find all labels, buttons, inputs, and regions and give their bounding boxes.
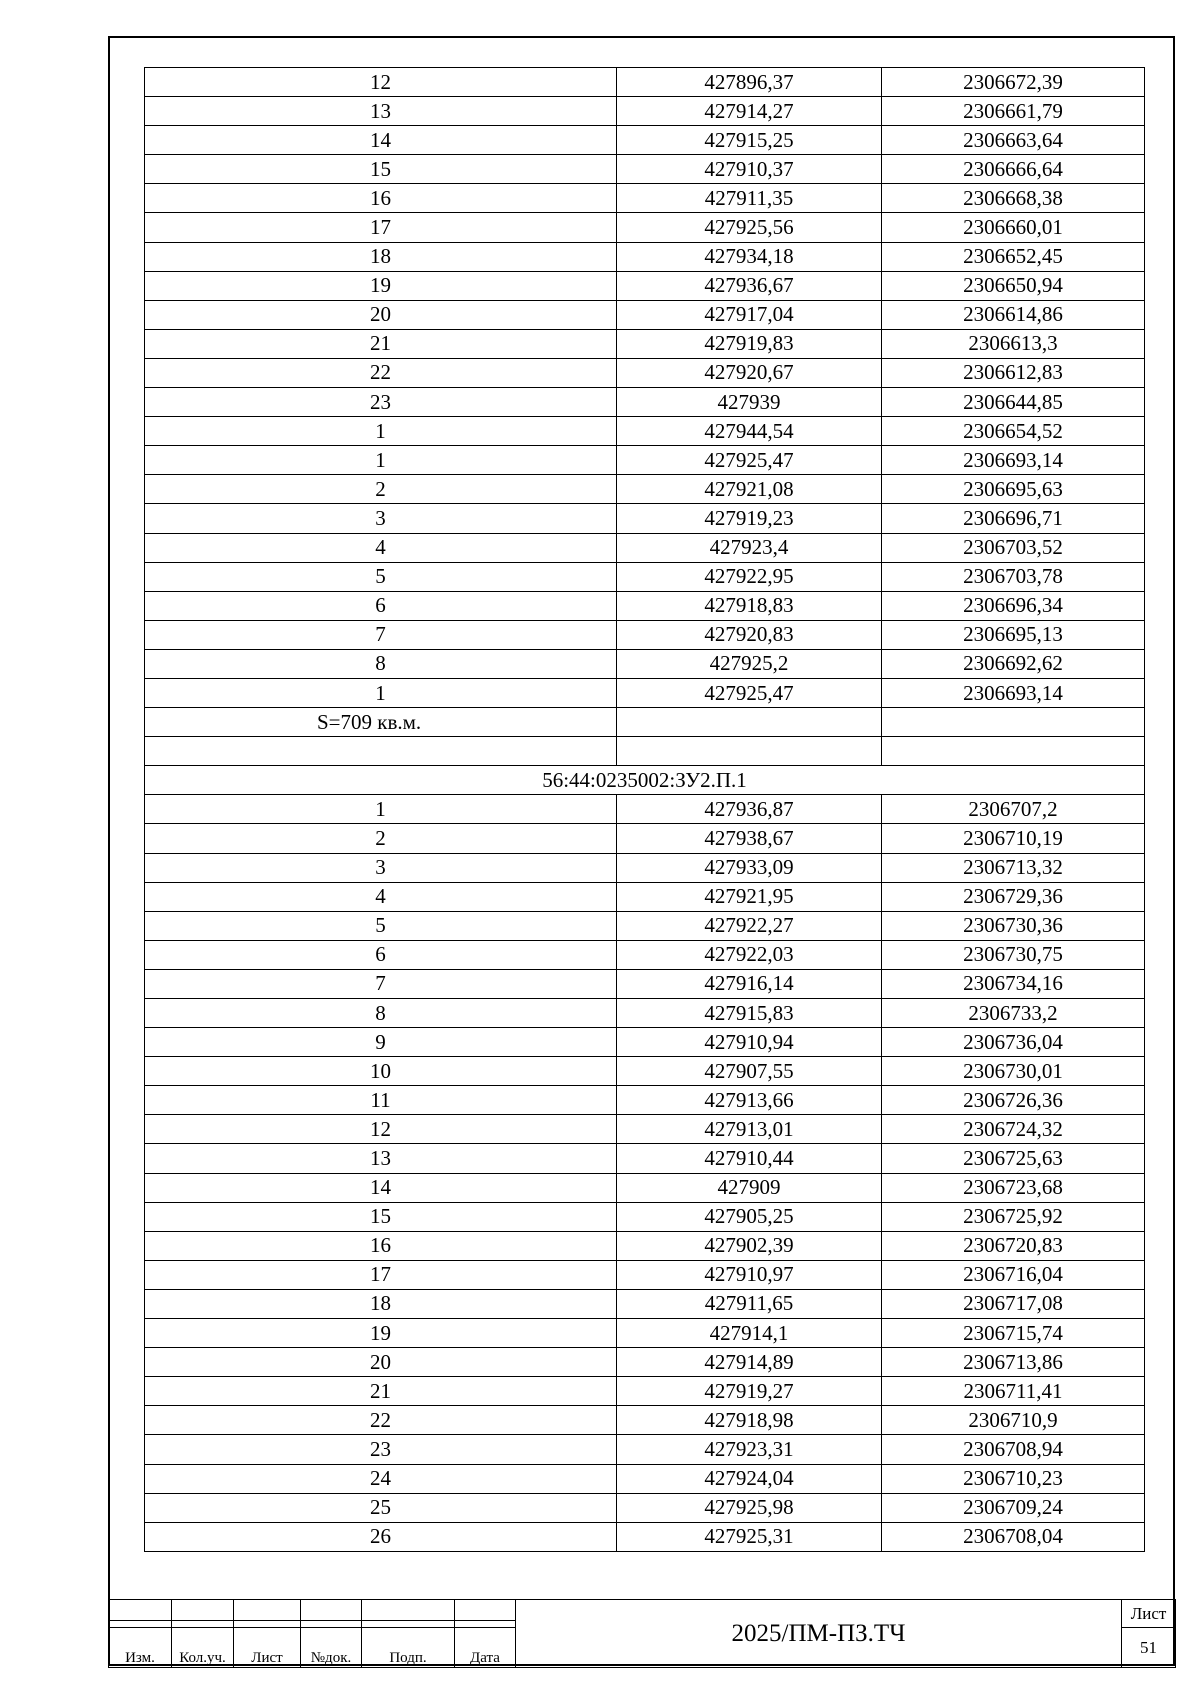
y-coordinate-cell: 2306654,52: [882, 417, 1145, 446]
x-coordinate-cell: 427919,27: [617, 1377, 882, 1406]
x-coordinate-cell: 427909: [617, 1173, 882, 1202]
x-coordinate-cell: 427914,1: [617, 1319, 882, 1348]
point-number-cell: 14: [145, 1173, 617, 1202]
table-row: [145, 853, 1145, 882]
x-coordinate-cell: 427939: [617, 388, 882, 417]
table-row: [145, 1522, 1145, 1551]
x-coordinate-cell: 427925,31: [617, 1522, 882, 1551]
y-coordinate-cell: 2306726,36: [882, 1086, 1145, 1115]
point-number-cell: 11: [145, 1086, 617, 1115]
x-coordinate-cell: 427919,83: [617, 329, 882, 358]
point-number-cell: 23: [145, 388, 617, 417]
label-izm: Изм.: [109, 1628, 172, 1668]
table-row: [145, 911, 1145, 940]
point-number-cell: 23: [145, 1435, 617, 1464]
point-number-cell: 20: [145, 300, 617, 329]
x-coordinate-cell: 427910,37: [617, 155, 882, 184]
point-number-cell: 20: [145, 1348, 617, 1377]
y-coordinate-cell: 2306736,04: [882, 1028, 1145, 1057]
point-number-cell: 22: [145, 1406, 617, 1435]
x-coordinate-cell: 427936,67: [617, 271, 882, 300]
x-coordinate-cell: 427924,04: [617, 1464, 882, 1493]
y-coordinate-cell: 2306710,9: [882, 1406, 1145, 1435]
x-coordinate-cell: 427921,95: [617, 882, 882, 911]
point-number-cell: 13: [145, 1144, 617, 1173]
empty-cell: [882, 737, 1145, 766]
table-row: [145, 155, 1145, 184]
point-number-cell: 24: [145, 1464, 617, 1493]
table-row: [145, 1464, 1145, 1493]
point-number-cell: 2: [145, 475, 617, 504]
x-coordinate-cell: 427911,35: [617, 184, 882, 213]
x-coordinate-cell: 427944,54: [617, 417, 882, 446]
x-coordinate-cell: 427920,67: [617, 358, 882, 387]
table-row: [145, 1493, 1145, 1522]
table-row: [145, 1202, 1145, 1231]
x-coordinate-cell: 427925,47: [617, 446, 882, 475]
x-coordinate-cell: 427934,18: [617, 242, 882, 271]
table-row: [145, 562, 1145, 591]
y-coordinate-cell: 2306730,01: [882, 1057, 1145, 1086]
point-number-cell: 13: [145, 97, 617, 126]
y-coordinate-cell: 2306663,64: [882, 126, 1145, 155]
y-coordinate-cell: 2306707,2: [882, 795, 1145, 824]
revision-cell: [172, 1600, 234, 1621]
point-number-cell: 9: [145, 1028, 617, 1057]
point-number-cell: 6: [145, 591, 617, 620]
sheet-label: Лист: [1122, 1600, 1176, 1628]
point-number-cell: 21: [145, 329, 617, 358]
point-number-cell: 5: [145, 562, 617, 591]
y-coordinate-cell: 2306703,52: [882, 533, 1145, 562]
y-coordinate-cell: 2306695,13: [882, 620, 1145, 649]
table-row: [145, 1173, 1145, 1202]
table-row: [145, 1144, 1145, 1173]
table-row: [145, 184, 1145, 213]
table-row: [145, 940, 1145, 969]
y-coordinate-cell: 2306724,32: [882, 1115, 1145, 1144]
y-coordinate-cell: 2306708,04: [882, 1522, 1145, 1551]
coordinates-table: [144, 67, 1145, 1552]
table-row: [145, 1260, 1145, 1289]
revision-cell: [109, 1620, 172, 1627]
y-coordinate-cell: 2306696,71: [882, 504, 1145, 533]
x-coordinate-cell: 427936,87: [617, 795, 882, 824]
x-coordinate-cell: 427911,65: [617, 1289, 882, 1318]
table-row: [145, 446, 1145, 475]
y-coordinate-cell: 2306668,38: [882, 184, 1145, 213]
point-number-cell: 8: [145, 999, 617, 1028]
point-number-cell: 4: [145, 882, 617, 911]
table-row: [145, 126, 1145, 155]
table-row: [145, 795, 1145, 824]
y-coordinate-cell: 2306708,94: [882, 1435, 1145, 1464]
empty-cell: [145, 737, 617, 766]
revision-cell: [172, 1620, 234, 1627]
document-code: 2025/ПМ-ПЗ.ТЧ: [516, 1600, 1122, 1668]
x-coordinate-cell: 427915,25: [617, 126, 882, 155]
point-number-cell: 26: [145, 1522, 617, 1551]
point-number-cell: 1: [145, 795, 617, 824]
x-coordinate-cell: 427902,39: [617, 1231, 882, 1260]
empty-cell: [617, 708, 882, 737]
table-row: [145, 388, 1145, 417]
revision-cell: [455, 1600, 516, 1621]
y-coordinate-cell: 2306729,36: [882, 882, 1145, 911]
table-row: [145, 1231, 1145, 1260]
y-coordinate-cell: 2306703,78: [882, 562, 1145, 591]
y-coordinate-cell: 2306710,23: [882, 1464, 1145, 1493]
revision-cell: [455, 1620, 516, 1627]
y-coordinate-cell: 2306723,68: [882, 1173, 1145, 1202]
x-coordinate-cell: 427918,83: [617, 591, 882, 620]
table-row: [145, 969, 1145, 998]
table-row: [145, 1086, 1145, 1115]
x-coordinate-cell: 427914,27: [617, 97, 882, 126]
table-row: [145, 1319, 1145, 1348]
y-coordinate-cell: 2306613,3: [882, 329, 1145, 358]
x-coordinate-cell: 427925,47: [617, 678, 882, 707]
x-coordinate-cell: 427905,25: [617, 1202, 882, 1231]
point-number-cell: 1: [145, 678, 617, 707]
x-coordinate-cell: 427925,2: [617, 649, 882, 678]
label-doc-number: №док.: [301, 1628, 362, 1668]
x-coordinate-cell: 427917,04: [617, 300, 882, 329]
y-coordinate-cell: 2306661,79: [882, 97, 1145, 126]
revision-cell: [234, 1620, 301, 1627]
y-coordinate-cell: 2306614,86: [882, 300, 1145, 329]
point-number-cell: 21: [145, 1377, 617, 1406]
revision-cell: [301, 1620, 362, 1627]
point-number-cell: 12: [145, 1115, 617, 1144]
point-number-cell: 15: [145, 155, 617, 184]
y-coordinate-cell: 2306717,08: [882, 1289, 1145, 1318]
table-row: [145, 1348, 1145, 1377]
x-coordinate-cell: 427916,14: [617, 969, 882, 998]
sheet-number: 51: [1122, 1628, 1176, 1668]
table-row: [145, 1115, 1145, 1144]
table-row: [145, 68, 1145, 97]
point-number-cell: 7: [145, 969, 617, 998]
y-coordinate-cell: 2306725,63: [882, 1144, 1145, 1173]
revision-cell: [301, 1600, 362, 1621]
empty-cell: [617, 737, 882, 766]
point-number-cell: 5: [145, 911, 617, 940]
x-coordinate-cell: 427923,4: [617, 533, 882, 562]
revision-cell: [109, 1600, 172, 1621]
point-number-cell: 10: [145, 1057, 617, 1086]
point-number-cell: 16: [145, 184, 617, 213]
x-coordinate-cell: 427910,94: [617, 1028, 882, 1057]
y-coordinate-cell: 2306644,85: [882, 388, 1145, 417]
point-number-cell: 12: [145, 68, 617, 97]
point-number-cell: 19: [145, 1319, 617, 1348]
y-coordinate-cell: 2306650,94: [882, 271, 1145, 300]
table-row: [145, 649, 1145, 678]
revision-cell: [362, 1600, 455, 1621]
x-coordinate-cell: 427910,44: [617, 1144, 882, 1173]
table-row: [145, 475, 1145, 504]
table-row: [145, 824, 1145, 853]
point-number-cell: 17: [145, 213, 617, 242]
point-number-cell: 3: [145, 504, 617, 533]
y-coordinate-cell: 2306696,34: [882, 591, 1145, 620]
table-row: [145, 620, 1145, 649]
table-row: [145, 882, 1145, 911]
x-coordinate-cell: 427922,03: [617, 940, 882, 969]
y-coordinate-cell: 2306652,45: [882, 242, 1145, 271]
x-coordinate-cell: 427938,67: [617, 824, 882, 853]
table-row: [145, 1406, 1145, 1435]
table-row: [145, 358, 1145, 387]
x-coordinate-cell: 427910,97: [617, 1260, 882, 1289]
table-row: [145, 1028, 1145, 1057]
x-coordinate-cell: 427918,98: [617, 1406, 882, 1435]
table-row: [145, 999, 1145, 1028]
revision-cell: [234, 1600, 301, 1621]
y-coordinate-cell: 2306612,83: [882, 358, 1145, 387]
table-row: [145, 213, 1145, 242]
y-coordinate-cell: 2306725,92: [882, 1202, 1145, 1231]
x-coordinate-cell: 427933,09: [617, 853, 882, 882]
y-coordinate-cell: 2306692,62: [882, 649, 1145, 678]
y-coordinate-cell: 2306730,36: [882, 911, 1145, 940]
y-coordinate-cell: 2306660,01: [882, 213, 1145, 242]
label-signature: Подп.: [362, 1628, 455, 1668]
y-coordinate-cell: 2306730,75: [882, 940, 1145, 969]
x-coordinate-cell: 427896,37: [617, 68, 882, 97]
empty-cell: [882, 708, 1145, 737]
title-block: [108, 1599, 1176, 1668]
x-coordinate-cell: 427915,83: [617, 999, 882, 1028]
table-row: [145, 1289, 1145, 1318]
y-coordinate-cell: 2306733,2: [882, 999, 1145, 1028]
x-coordinate-cell: 427925,56: [617, 213, 882, 242]
point-number-cell: 2: [145, 824, 617, 853]
revision-cell: [362, 1620, 455, 1627]
point-number-cell: 3: [145, 853, 617, 882]
label-list: Лист: [234, 1628, 301, 1668]
y-coordinate-cell: 2306713,86: [882, 1348, 1145, 1377]
y-coordinate-cell: 2306734,16: [882, 969, 1145, 998]
table-row: [145, 533, 1145, 562]
area-total: S=709 кв.м.: [145, 708, 617, 737]
y-coordinate-cell: 2306713,32: [882, 853, 1145, 882]
y-coordinate-cell: 2306672,39: [882, 68, 1145, 97]
label-kol-uch: Кол.уч.: [172, 1628, 234, 1668]
x-coordinate-cell: 427913,01: [617, 1115, 882, 1144]
y-coordinate-cell: 2306715,74: [882, 1319, 1145, 1348]
table-row: [145, 271, 1145, 300]
point-number-cell: 16: [145, 1231, 617, 1260]
point-number-cell: 8: [145, 649, 617, 678]
table-row: [145, 97, 1145, 126]
y-coordinate-cell: 2306695,63: [882, 475, 1145, 504]
point-number-cell: 18: [145, 242, 617, 271]
x-coordinate-cell: 427923,31: [617, 1435, 882, 1464]
y-coordinate-cell: 2306711,41: [882, 1377, 1145, 1406]
x-coordinate-cell: 427921,08: [617, 475, 882, 504]
table-row: [145, 1435, 1145, 1464]
y-coordinate-cell: 2306710,19: [882, 824, 1145, 853]
table-row: [145, 242, 1145, 271]
table-row: [145, 1377, 1145, 1406]
y-coordinate-cell: 2306720,83: [882, 1231, 1145, 1260]
table-row: [145, 591, 1145, 620]
x-coordinate-cell: 427919,23: [617, 504, 882, 533]
x-coordinate-cell: 427907,55: [617, 1057, 882, 1086]
point-number-cell: 7: [145, 620, 617, 649]
x-coordinate-cell: 427922,95: [617, 562, 882, 591]
table-row: [145, 678, 1145, 707]
x-coordinate-cell: 427920,83: [617, 620, 882, 649]
point-number-cell: 19: [145, 271, 617, 300]
point-number-cell: 18: [145, 1289, 617, 1318]
section-header-row: [145, 766, 1145, 795]
y-coordinate-cell: 2306666,64: [882, 155, 1145, 184]
cadastral-number: 56:44:0235002:ЗУ2.П.1: [145, 766, 1145, 795]
point-number-cell: 6: [145, 940, 617, 969]
table-row: [145, 1057, 1145, 1086]
point-number-cell: 15: [145, 1202, 617, 1231]
point-number-cell: 1: [145, 417, 617, 446]
point-number-cell: 14: [145, 126, 617, 155]
x-coordinate-cell: 427914,89: [617, 1348, 882, 1377]
label-date: Дата: [455, 1628, 516, 1668]
point-number-cell: 4: [145, 533, 617, 562]
x-coordinate-cell: 427922,27: [617, 911, 882, 940]
y-coordinate-cell: 2306709,24: [882, 1493, 1145, 1522]
table-row: [145, 300, 1145, 329]
table-row: [145, 329, 1145, 358]
x-coordinate-cell: 427925,98: [617, 1493, 882, 1522]
point-number-cell: 1: [145, 446, 617, 475]
table-row: [145, 417, 1145, 446]
table-row: [145, 504, 1145, 533]
x-coordinate-cell: 427913,66: [617, 1086, 882, 1115]
point-number-cell: 22: [145, 358, 617, 387]
point-number-cell: 17: [145, 1260, 617, 1289]
point-number-cell: 25: [145, 1493, 617, 1522]
y-coordinate-cell: 2306716,04: [882, 1260, 1145, 1289]
y-coordinate-cell: 2306693,14: [882, 678, 1145, 707]
area-row: [145, 708, 1145, 737]
y-coordinate-cell: 2306693,14: [882, 446, 1145, 475]
blank-row: [145, 737, 1145, 766]
